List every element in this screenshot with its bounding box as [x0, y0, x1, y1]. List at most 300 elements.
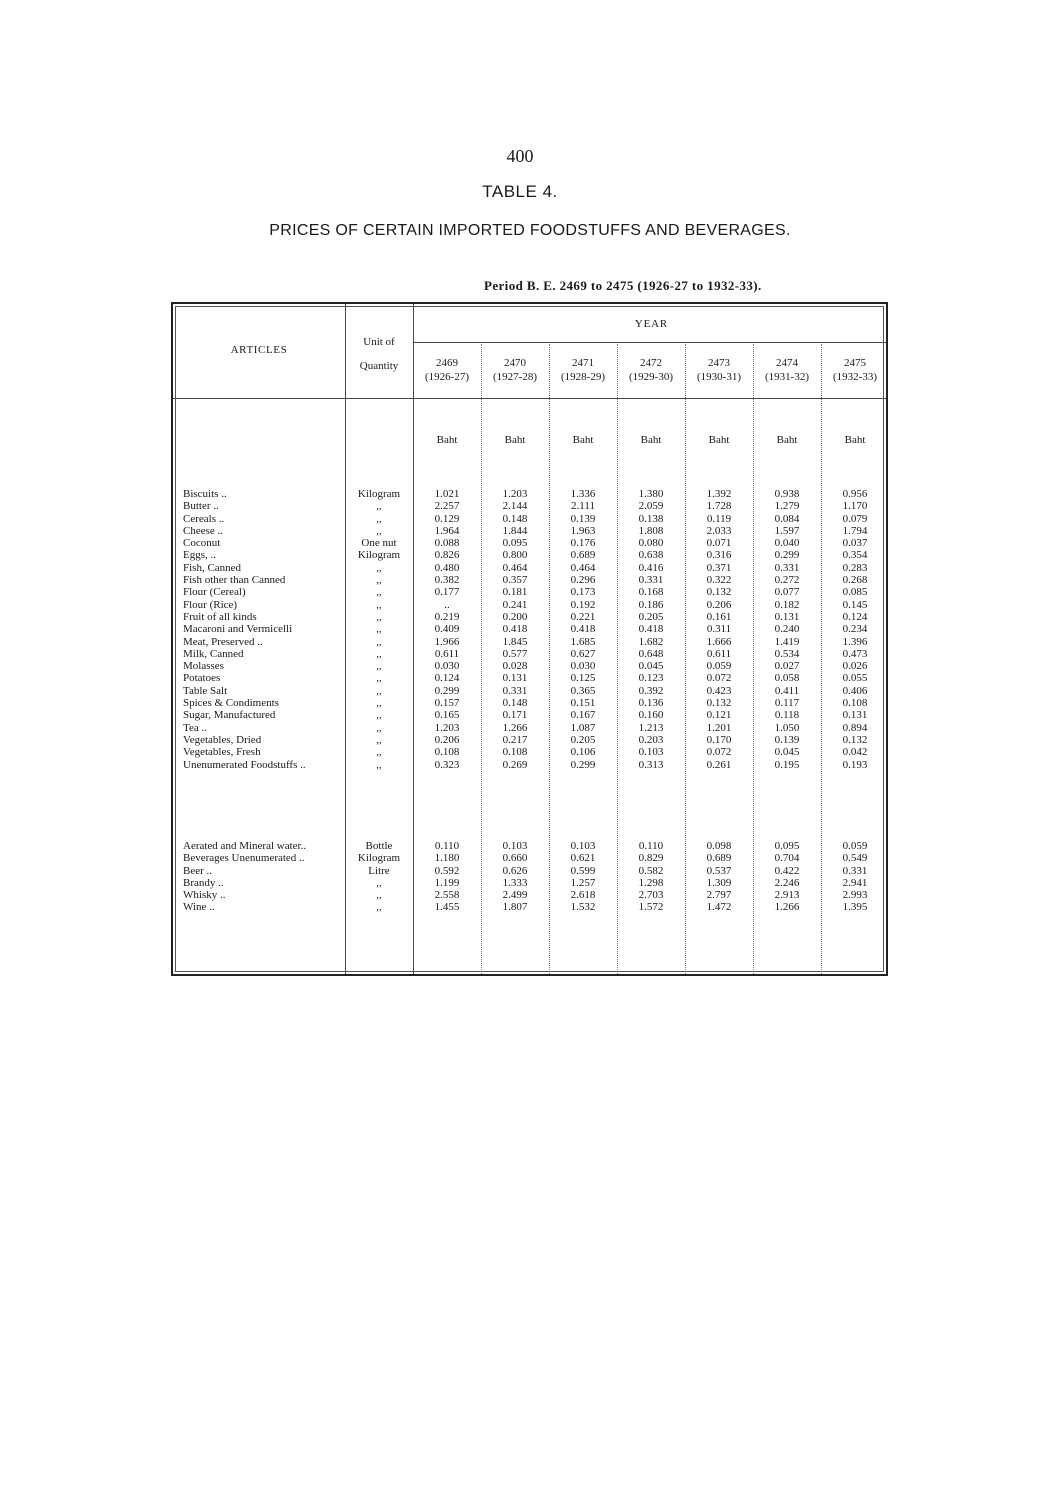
- table-row: [173, 549, 890, 561]
- price-value: 0.611: [706, 647, 732, 660]
- price-value: 2.703: [638, 889, 664, 902]
- unit-of-quantity: ,,: [376, 512, 382, 525]
- price-value: 1.845: [502, 635, 528, 648]
- price-value: 0.261: [706, 758, 732, 771]
- table-row: [173, 500, 890, 512]
- price-value: 2.993: [842, 889, 868, 902]
- price-value: 0.170: [706, 733, 732, 746]
- price-value: 0.132: [706, 586, 732, 599]
- price-value: 0.826: [434, 549, 460, 562]
- column-divider: [413, 304, 414, 974]
- article-name: Milk, Canned: [183, 647, 244, 660]
- price-value: 0.418: [502, 623, 528, 636]
- price-value: 0.323: [434, 758, 460, 771]
- year-ad: (1930-31): [697, 371, 741, 383]
- article-name: Fish other than Canned: [183, 574, 286, 587]
- price-value: 0.108: [434, 746, 460, 759]
- price-value: 0.689: [570, 549, 596, 562]
- price-value: 1.808: [638, 524, 664, 537]
- year-be: 2469: [436, 357, 458, 369]
- column-divider: [481, 344, 482, 974]
- price-value: 0.423: [706, 684, 732, 697]
- price-value: 0.422: [774, 864, 800, 877]
- price-value: 0.045: [638, 660, 664, 673]
- table-row: [173, 709, 890, 721]
- price-value: 0.167: [570, 709, 596, 722]
- year-ad: (1932-33): [833, 371, 877, 383]
- article-name: Fruit of all kinds: [183, 610, 257, 623]
- price-value: 0.148: [502, 697, 528, 710]
- table-row: [173, 889, 890, 901]
- year-column-header: [753, 356, 821, 384]
- table-row: [173, 901, 890, 913]
- price-value: 1.964: [434, 524, 460, 537]
- year-column-header: [481, 356, 549, 384]
- price-value: 1.266: [502, 721, 528, 734]
- column-divider: [617, 344, 618, 974]
- unit-of-quantity: ,,: [376, 721, 382, 734]
- year-ad: (1931-32): [765, 371, 809, 383]
- price-value: 1.666: [706, 635, 732, 648]
- price-value: 0.689: [706, 852, 732, 865]
- article-name: Fish, Canned: [183, 561, 242, 574]
- price-value: 0.406: [842, 684, 868, 697]
- price-value: 0.480: [434, 561, 460, 574]
- price-value: 0.205: [570, 733, 596, 746]
- table-row: [173, 513, 890, 525]
- price-value: 0.132: [842, 733, 868, 746]
- column-divider: [549, 344, 550, 974]
- table-row: [173, 685, 890, 697]
- article-name: Biscuits ..: [183, 488, 227, 500]
- unit-of-quantity: ,,: [376, 586, 382, 599]
- price-value: 0.206: [706, 598, 732, 611]
- price-value: 0.136: [638, 697, 664, 710]
- unit-of-quantity: ,,: [376, 709, 382, 722]
- price-value: 1.682: [638, 635, 664, 648]
- price-value: 0.392: [638, 684, 664, 697]
- article-name: Cereals ..: [183, 512, 225, 525]
- price-value: 0.110: [638, 840, 664, 852]
- price-value: 1.396: [842, 635, 868, 648]
- table-row: [173, 840, 890, 852]
- currency-label: Baht: [708, 434, 730, 446]
- table-row: [173, 697, 890, 709]
- price-value: 0.072: [706, 746, 732, 759]
- unit-of-quantity: ,,: [376, 500, 382, 513]
- price-value: 0.186: [638, 598, 664, 611]
- year-header: YEAR: [634, 318, 669, 330]
- unit-of-quantity: ,,: [376, 758, 382, 771]
- price-value: 0.627: [570, 647, 596, 660]
- period-caption: Period B. E. 2469 to 2475 (1926-27 to 1932-33).: [484, 278, 762, 293]
- price-value: 0.577: [502, 647, 528, 660]
- articles-header: ARTICLES: [230, 344, 288, 356]
- price-value: 0.283: [842, 561, 868, 574]
- table-row: [173, 734, 890, 746]
- unit-of-quantity: Bottle: [365, 840, 393, 852]
- column-divider: [753, 344, 754, 974]
- price-value: 0.269: [502, 758, 528, 771]
- unit-of-quantity: ,,: [376, 610, 382, 623]
- table-row: [173, 672, 890, 684]
- price-value: 0.059: [842, 840, 868, 852]
- price-value: 0.072: [706, 672, 732, 685]
- price-value: 0.095: [502, 537, 528, 550]
- unit-of-quantity: ,,: [376, 635, 382, 648]
- article-name: Vegetables, Fresh: [183, 746, 261, 759]
- price-value: 0.124: [842, 610, 868, 623]
- price-value: 1.201: [706, 721, 732, 734]
- article-name: Potatoes: [183, 672, 221, 685]
- price-value: 1.336: [570, 488, 596, 500]
- price-value: 2.499: [502, 889, 528, 902]
- article-name: Flour (Cereal): [183, 586, 246, 599]
- article-name: Coconut: [183, 537, 221, 550]
- year-be: 2472: [640, 357, 662, 369]
- price-value: 1.419: [774, 635, 800, 648]
- table-row: [173, 586, 890, 598]
- unit-of-quantity: ,,: [376, 697, 382, 710]
- price-value: 1.807: [502, 901, 528, 914]
- unit-of-quantity: ,,: [376, 733, 382, 746]
- price-value: 1.572: [638, 901, 664, 914]
- price-value: 0.145: [842, 598, 868, 611]
- price-value: 0.365: [570, 684, 596, 697]
- table-row: [173, 574, 890, 586]
- price-value: 1.203: [434, 721, 460, 734]
- header-rule: [173, 398, 886, 399]
- table-title: PRICES OF CERTAIN IMPORTED FOODSTUFFS AND BEVERAGES.: [269, 222, 791, 239]
- table-row: [173, 525, 890, 537]
- price-value: 0.131: [774, 610, 800, 623]
- year-ad: (1927-28): [493, 371, 537, 383]
- unit-of-quantity: Kilogram: [357, 852, 401, 865]
- price-value: 0.638: [638, 549, 664, 562]
- price-value: 0.125: [570, 672, 596, 685]
- price-value: 0.176: [570, 537, 596, 550]
- column-divider: [821, 344, 822, 974]
- price-value: 0.241: [502, 598, 528, 611]
- article-name: Unenumerated Foodstuffs ..: [183, 758, 306, 771]
- page-number: 400: [506, 146, 534, 166]
- price-value: 0.058: [774, 672, 800, 685]
- article-name: Aerated and Mineral water..: [183, 840, 307, 852]
- price-value: 0.648: [638, 647, 664, 660]
- article-name: Brandy ..: [183, 876, 224, 889]
- year-column-header: [685, 356, 753, 384]
- price-value: 0.080: [638, 537, 664, 550]
- article-name: Table Salt: [183, 684, 228, 697]
- price-value: 0.473: [842, 647, 868, 660]
- price-value: 0.124: [434, 672, 460, 685]
- article-name: Tea ..: [183, 721, 207, 734]
- price-value: 1.380: [638, 488, 664, 500]
- price-value: 0.217: [502, 733, 528, 746]
- price-value: 0.582: [638, 864, 664, 877]
- column-divider: [685, 344, 686, 974]
- price-value: 0.132: [706, 697, 732, 710]
- price-value: 0.103: [502, 840, 528, 852]
- price-value: 1.170: [842, 500, 868, 513]
- year-column-header: [617, 356, 685, 384]
- price-value: 0.121: [706, 709, 732, 722]
- price-value: 1.472: [706, 901, 732, 914]
- year-be: 2475: [844, 357, 866, 369]
- currency-label: Baht: [504, 434, 526, 446]
- price-value: 0.299: [434, 684, 460, 697]
- price-value: 1.728: [706, 500, 732, 513]
- unit-of-quantity: ,,: [376, 561, 382, 574]
- price-value: 0.085: [842, 586, 868, 599]
- table-row: [173, 599, 890, 611]
- table-label: TABLE 4.: [482, 182, 558, 201]
- year-be: 2474: [776, 357, 798, 369]
- price-value: 2.797: [706, 889, 732, 902]
- year-ad: (1929-30): [629, 371, 673, 383]
- price-value: 0.357: [502, 574, 528, 587]
- price-value: 0.418: [570, 623, 596, 636]
- price-value: 0.411: [774, 684, 800, 697]
- price-value: 1.532: [570, 901, 596, 914]
- price-value: 1.392: [706, 488, 732, 500]
- unit-of-quantity: ,,: [376, 684, 382, 697]
- article-name: Beverages Unenumerated ..: [183, 852, 305, 865]
- price-value: 0.200: [502, 610, 528, 623]
- price-value: 0.240: [774, 623, 800, 636]
- price-value: 1.333: [502, 876, 528, 889]
- unit-header-line2: Quantity: [359, 360, 399, 372]
- price-value: 0.192: [570, 598, 596, 611]
- price-value: 0.161: [706, 610, 732, 623]
- price-value: 1.597: [774, 524, 800, 537]
- price-value: 0.331: [502, 684, 528, 697]
- price-value: 0.626: [502, 864, 528, 877]
- price-value: 0.177: [434, 586, 460, 599]
- beverages-section: [173, 840, 890, 914]
- year-ad: (1926-27): [425, 371, 469, 383]
- price-value: 1.213: [638, 721, 664, 734]
- price-value: 1.199: [434, 876, 460, 889]
- price-value: 0.272: [774, 574, 800, 587]
- price-value: 0.316: [706, 549, 732, 562]
- currency-label: Baht: [844, 434, 866, 446]
- price-value: 0.088: [434, 537, 460, 550]
- price-value: 0.268: [842, 574, 868, 587]
- unit-header-line1: Unit of: [363, 336, 395, 348]
- price-value: 0.331: [842, 864, 868, 877]
- price-value: 2.111: [571, 500, 595, 513]
- unit-of-quantity: One nut: [361, 537, 397, 550]
- price-value: 2.257: [434, 500, 460, 513]
- price-value: 1.963: [570, 524, 596, 537]
- price-value: 0.171: [502, 709, 528, 722]
- year-column-header: [821, 356, 889, 384]
- price-value: 1.794: [842, 524, 868, 537]
- column-divider: [345, 304, 346, 974]
- article-name: Macaroni and Vermicelli: [183, 623, 293, 636]
- price-value: 0.030: [434, 660, 460, 673]
- price-table: [171, 302, 888, 976]
- price-value: 0.151: [570, 697, 596, 710]
- price-value: 1.844: [502, 524, 528, 537]
- unit-of-quantity: ,,: [376, 598, 382, 611]
- price-value: 0.084: [774, 512, 800, 525]
- article-name: Spices & Condiments: [183, 697, 279, 710]
- price-value: 0.040: [774, 537, 800, 550]
- table-row: [173, 623, 890, 635]
- price-value: 0.311: [706, 623, 732, 636]
- price-value: 2.144: [502, 500, 528, 513]
- unit-of-quantity: ,,: [376, 660, 382, 673]
- price-value: 0.030: [570, 660, 596, 673]
- price-value: 0.157: [434, 697, 460, 710]
- price-value: 0.331: [638, 574, 664, 587]
- price-value: 0.182: [774, 598, 800, 611]
- price-value: 0.160: [638, 709, 664, 722]
- unit-of-quantity: ,,: [376, 574, 382, 587]
- year-header-rule: [413, 342, 886, 343]
- price-value: 1.455: [434, 901, 460, 914]
- price-value: 0.382: [434, 574, 460, 587]
- table-row: [173, 759, 890, 771]
- price-value: 0.103: [638, 746, 664, 759]
- unit-of-quantity: ,,: [376, 623, 382, 636]
- price-value: 0.108: [502, 746, 528, 759]
- price-value: 0.660: [502, 852, 528, 865]
- article-name: Cheese ..: [183, 524, 224, 537]
- price-value: 0.371: [706, 561, 732, 574]
- price-value: 0.139: [774, 733, 800, 746]
- price-value: 0.956: [842, 488, 868, 500]
- price-value: 0.221: [570, 610, 596, 623]
- price-value: 1.021: [434, 488, 460, 500]
- price-value: 1.266: [774, 901, 800, 914]
- price-value: 0.131: [842, 709, 868, 722]
- price-value: 0.331: [774, 561, 800, 574]
- price-value: 0.592: [434, 864, 460, 877]
- price-value: 2.558: [434, 889, 460, 902]
- price-value: 0.534: [774, 647, 800, 660]
- article-name: Flour (Rice): [183, 598, 238, 611]
- unit-of-quantity: ,,: [376, 876, 382, 889]
- article-name: Wine ..: [183, 901, 215, 914]
- currency-label: Baht: [640, 434, 662, 446]
- price-value: 0.106: [570, 746, 596, 759]
- article-name: Eggs, ..: [183, 549, 216, 562]
- price-value: 0.098: [706, 840, 732, 852]
- price-value: 1.203: [502, 488, 528, 500]
- year-be: 2473: [708, 357, 730, 369]
- currency-label: Baht: [776, 434, 798, 446]
- table-row: [173, 746, 890, 758]
- price-value: 1.087: [570, 721, 596, 734]
- price-value: 0.611: [434, 647, 460, 660]
- price-value: 0.148: [502, 512, 528, 525]
- price-value: 0.119: [706, 512, 732, 525]
- price-value: 0.117: [774, 697, 800, 710]
- price-value: 0.055: [842, 672, 868, 685]
- unit-of-quantity: ,,: [376, 901, 382, 914]
- price-value: 0.123: [638, 672, 664, 685]
- price-value: 0.829: [638, 852, 664, 865]
- unit-of-quantity: ,,: [376, 647, 382, 660]
- price-value: 0.045: [774, 746, 800, 759]
- unit-of-quantity: ,,: [376, 672, 382, 685]
- price-value: 1.180: [434, 852, 460, 865]
- price-value: 0.165: [434, 709, 460, 722]
- price-value: 0.042: [842, 746, 868, 759]
- price-value: 0.938: [774, 488, 800, 500]
- table-row: [173, 722, 890, 734]
- price-value: 0.181: [502, 586, 528, 599]
- article-name: Whisky ..: [183, 889, 226, 902]
- price-value: 2.059: [638, 500, 664, 513]
- table-row: [173, 852, 890, 864]
- price-value: 2.033: [706, 524, 732, 537]
- article-name: Beer ..: [183, 864, 213, 877]
- price-value: 0.354: [842, 549, 868, 562]
- price-value: 0.095: [774, 840, 800, 852]
- price-value: 0.129: [434, 512, 460, 525]
- article-name: Molasses: [183, 660, 224, 673]
- unit-of-quantity: Kilogram: [357, 549, 401, 562]
- price-value: 0.131: [502, 672, 528, 685]
- price-value: 1.298: [638, 876, 664, 889]
- price-value: 1.966: [434, 635, 460, 648]
- price-value: ..: [444, 598, 450, 611]
- unit-of-quantity: Litre: [368, 864, 390, 877]
- price-value: 0.800: [502, 549, 528, 562]
- price-value: 0.026: [842, 660, 868, 673]
- price-value: 0.037: [842, 537, 868, 550]
- price-value: 0.464: [570, 561, 596, 574]
- table-row: [173, 488, 890, 500]
- price-value: 0.059: [706, 660, 732, 673]
- price-value: 0.313: [638, 758, 664, 771]
- price-value: 0.028: [502, 660, 528, 673]
- year-be: 2470: [504, 357, 526, 369]
- price-value: 0.416: [638, 561, 664, 574]
- unit-header: [345, 330, 413, 378]
- price-value: 1.395: [842, 901, 868, 914]
- table-row: [173, 636, 890, 648]
- unit-of-quantity: ,,: [376, 746, 382, 759]
- price-value: 0.599: [570, 864, 596, 877]
- article-name: Butter ..: [183, 500, 219, 513]
- price-value: 0.234: [842, 623, 868, 636]
- price-value: 0.027: [774, 660, 800, 673]
- unit-of-quantity: Kilogram: [357, 488, 401, 500]
- article-name: Meat, Preserved ..: [183, 635, 263, 648]
- price-value: 2.941: [842, 876, 868, 889]
- price-value: 0.464: [502, 561, 528, 574]
- price-value: 0.206: [434, 733, 460, 746]
- article-name: Sugar, Manufactured: [183, 709, 276, 722]
- price-value: 0.219: [434, 610, 460, 623]
- price-value: 0.621: [570, 852, 596, 865]
- price-value: 0.195: [774, 758, 800, 771]
- currency-label: Baht: [436, 434, 458, 446]
- price-value: 0.894: [842, 721, 868, 734]
- price-value: 0.110: [434, 840, 460, 852]
- price-value: 0.193: [842, 758, 868, 771]
- price-value: 0.203: [638, 733, 664, 746]
- price-value: 0.077: [774, 586, 800, 599]
- year-column-header: [413, 356, 481, 384]
- price-value: 0.173: [570, 586, 596, 599]
- price-value: 0.296: [570, 574, 596, 587]
